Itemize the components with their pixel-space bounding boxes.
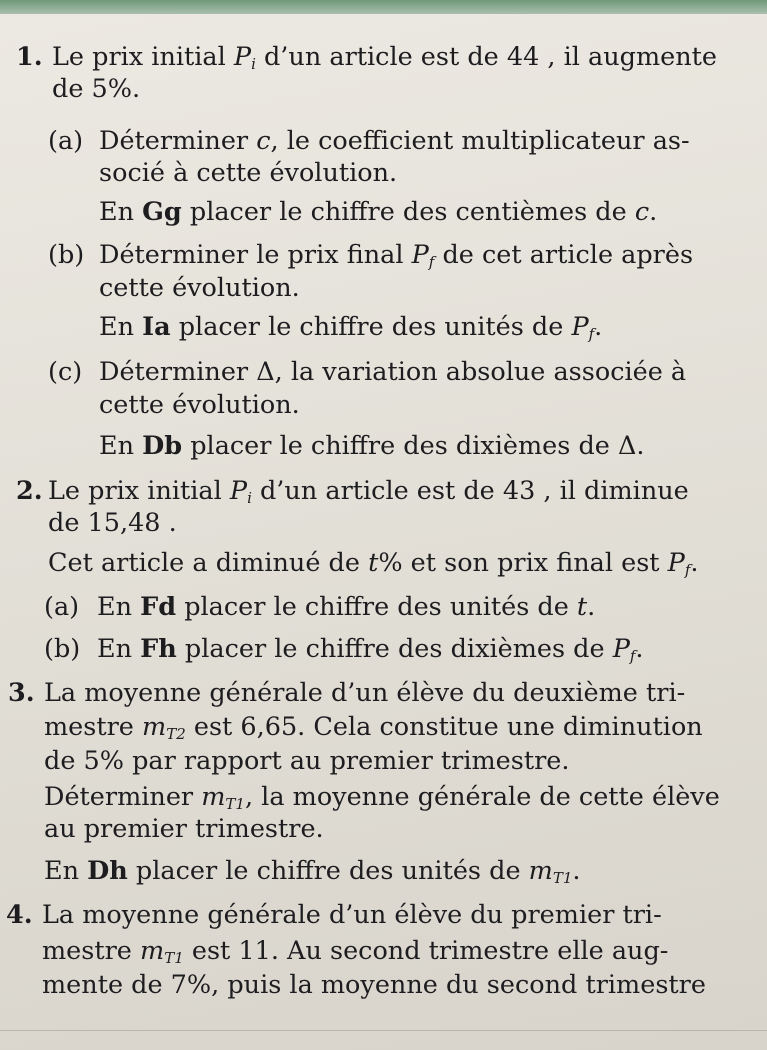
- part-text-line: Déterminer c, le coefficient multiplicateur as-: [99, 126, 690, 156]
- part-text-line: cette évolution.: [99, 273, 300, 303]
- page-fold-line: [0, 1030, 767, 1031]
- part-label: (a): [48, 126, 84, 156]
- part-text-line: En Db placer le chiffre des dixièmes de Δ.: [99, 431, 645, 461]
- part-text-line: Déterminer Δ, la variation absolue associée à: [99, 357, 687, 387]
- item-text-line: mestre $m_{T2}$ est 6,65. Cela constitue une diminution: [44, 712, 703, 743]
- item-number: 2.: [16, 476, 43, 506]
- part-text-line: En Ia placer le chiffre des unités de $P_f$.: [99, 312, 603, 343]
- item-text-line: Le prix initial $P_i$ d’un article est de 43 , il diminue: [48, 476, 689, 507]
- part-label: (b): [44, 634, 81, 664]
- item-number: 4.: [6, 900, 33, 930]
- part-text-line: socié à cette évolution.: [99, 158, 398, 188]
- part-label: (c): [48, 357, 83, 387]
- green-top-band: [0, 0, 767, 14]
- item-text-line: au premier trimestre.: [44, 814, 324, 844]
- item-text-line: Cet article a diminué de t% et son prix final est $P_f$.: [48, 548, 699, 579]
- item-text-line: Déterminer $m_{T1}$, la moyenne générale de cette élève: [44, 782, 720, 813]
- part-text-line: cette évolution.: [99, 390, 300, 420]
- item-number: 1.: [16, 42, 43, 72]
- item-text-line: de 5%.: [52, 74, 141, 104]
- part-label: (a): [44, 592, 80, 622]
- item-text-line: de 15,48 .: [48, 508, 177, 538]
- exercise-sheet: [0, 14, 767, 1050]
- part-text-line: En Gg placer le chiffre des centièmes de c.: [99, 197, 658, 227]
- item-text-line: La moyenne générale d’un élève du premier tri-: [42, 900, 662, 930]
- part-text-line: En Fd placer le chiffre des unités de t.: [97, 592, 596, 622]
- item-text-line: mente de 7%, puis la moyenne du second trimestre: [42, 970, 706, 1000]
- item-text-line: En Dh placer le chiffre des unités de $m_{T1}$.: [44, 856, 581, 887]
- item-text-line: Le prix initial $P_i$ d’un article est de 44 , il augmente: [52, 42, 718, 73]
- part-text-line: Déterminer le prix final $P_f$ de cet article après: [99, 240, 694, 271]
- item-text-line: mestre $m_{T1}$ est 11. Au second trimestre elle aug-: [42, 936, 669, 967]
- item-number: 3.: [8, 678, 35, 708]
- part-label: (b): [48, 240, 85, 270]
- item-text-line: La moyenne générale d’un élève du deuxième tri-: [44, 678, 686, 708]
- item-text-line: de 5% par rapport au premier trimestre.: [44, 746, 570, 776]
- part-text-line: En Fh placer le chiffre des dixièmes de $P_f$.: [97, 634, 644, 665]
